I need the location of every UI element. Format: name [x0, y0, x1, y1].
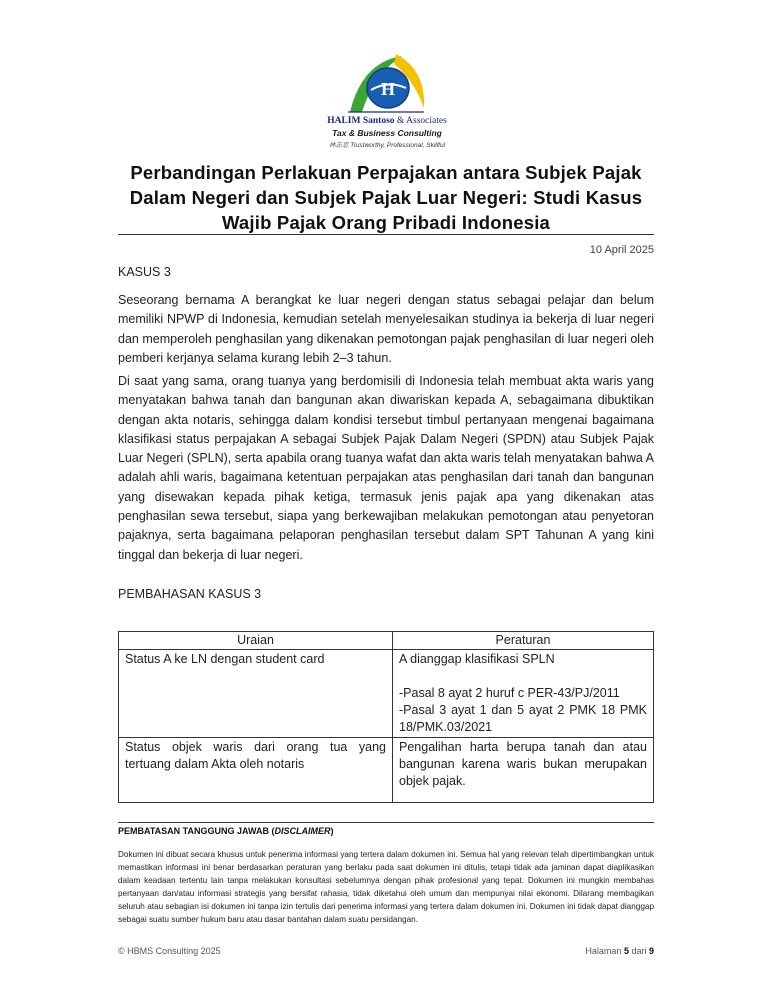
column-header-uraian: Uraian — [119, 632, 393, 650]
logo-company-name: HALIM Santoso & Associates — [327, 116, 447, 126]
column-header-peraturan: Peraturan — [393, 632, 654, 650]
table-row — [119, 738, 654, 803]
cell-uraian: Status objek waris dari orang tua yang tertuang dalam Akta oleh notaris — [119, 738, 393, 803]
regulation-reference: -Pasal 8 ayat 2 huruf c PER-43/PJ/2011 — [399, 686, 620, 700]
footer-page-number: Halaman 5 dari 9 — [585, 946, 654, 956]
regulation-summary: A dianggap klasifikasi SPLN — [399, 652, 555, 666]
disclaimer-body: Dokumen ini dibuat secara khusus untuk penerima informasi yang tertera dalam dokumen ini. Semua hal yang relevan telah dipertimbangkan untuk memastikan informasi ini benar berdasarkan peraturan yang berlaku pada saat dokumen ini ditulis, tetapi tidak ada jaminan dapat diaplikasikan dalam keadaan tertentu lain tanpa melakukan konsultasi sebelumnya dengan pihak profesional yang tepat. Dokumen ini mungkin membahas pertanyaan dan/atau informasi strategis yang bersifat rahasia, tidak diketahui oleh umum dan mempunyai nilai ekonomi. Dilarang membagikan seluruh atau sebagian isi dokumen ini tanpa izin tertulis dari penerima informasi yang tertera dalam dokumen ini. Dokumen ini tidak dapat dianggap sebagai suatu sumber hukum baru atau dasar bantahan dalam suatu persidangan. — [118, 850, 654, 924]
table-row — [119, 650, 654, 738]
table-header-row — [119, 632, 654, 650]
cell-peraturan — [393, 650, 654, 738]
case-paragraph-2: Di saat yang sama, orang tuanya yang berdomisili di Indonesia telah membuat akta waris yang menyatakan bahwa tanah dan bangunan akan diwariskan kepada A, sebagaimana dibuktikan dengan akta notaris, sehingga dalam kondisi tersebut timbul pertanyaan mengenai bagaimana klasifikasi status perpajakan A sebagai Subjek Pajak Dalam Negeri (SPDN) atau Subjek Pajak Luar Negeri (SPLN), serta apabila orang tuanya wafat dan akta waris telah menyatakan bahwa A adalah ahli waris, bagaimana ketentuan perpajakan atas penghasilan dari tanah dan bangunan yang disewakan kepada pihak ketiga, termasuk jenis pajak apa yang dikenakan atas penghasilan sewa tersebut, siapa yang berkewajiban melakukan pemotongan atau penyetoran pajaknya, serta bagaimana pelaporan penghasilan tersebut dalam SPT Tahunan A yang kini tinggal dan bekerja di luar negeri. — [118, 374, 654, 562]
disclaimer-divider — [118, 822, 654, 823]
cell-uraian: Status A ke LN dengan student card — [119, 650, 393, 738]
disclaimer-title: PEMBATASAN TANGGUNG JAWAB (DISCLAIMER) — [118, 826, 334, 836]
cell-peraturan: Pengalihan harta berupa tanah dan atau bangunan karena waris bukan merupakan objek pajak. — [393, 738, 654, 803]
footer-copyright: © HBMS Consulting 2025 — [118, 946, 221, 956]
case-label: KASUS 3 — [118, 265, 171, 279]
comparison-table — [118, 631, 654, 803]
svg-text:H: H — [380, 79, 396, 99]
regulation-reference: -Pasal 3 ayat 1 dan 5 ayat 2 PMK 18 PMK 18/PMK.03/2021 — [399, 703, 647, 734]
document-title: Perbandingan Perlakuan Perpajakan antara Subjek Pajak Dalam Negeri dan Subjek Pajak Luar Negeri: Studi Kasus Wajib Pajak Orang Pribadi Indonesia — [129, 162, 643, 233]
case-paragraph-1: Seseorang bernama A berangkat ke luar negeri dengan status sebagai pelajar dan belum memiliki NPWP di Indonesia, kemudian setelah menyelesaikan studinya ia bekerja di luar negeri dan memperoleh penghasilan yang dikenakan pemotongan pajak penghasilan di luar negeri oleh pemberi kerjanya selama kurang lebih 2–3 tahun. — [118, 293, 654, 365]
discussion-label: PEMBAHASAN KASUS 3 — [118, 587, 262, 601]
logo-subtitle: Tax & Business Consulting — [332, 128, 442, 138]
company-logo — [322, 50, 452, 160]
document-date: 10 April 2025 — [589, 244, 654, 256]
title-divider — [118, 234, 654, 235]
logo-emblem-icon — [344, 50, 430, 116]
logo-tagline: 林志忠 Trustworthy, Professional, Skillful — [328, 142, 446, 149]
logo-chinese-name: 林志忠 — [328, 142, 349, 149]
